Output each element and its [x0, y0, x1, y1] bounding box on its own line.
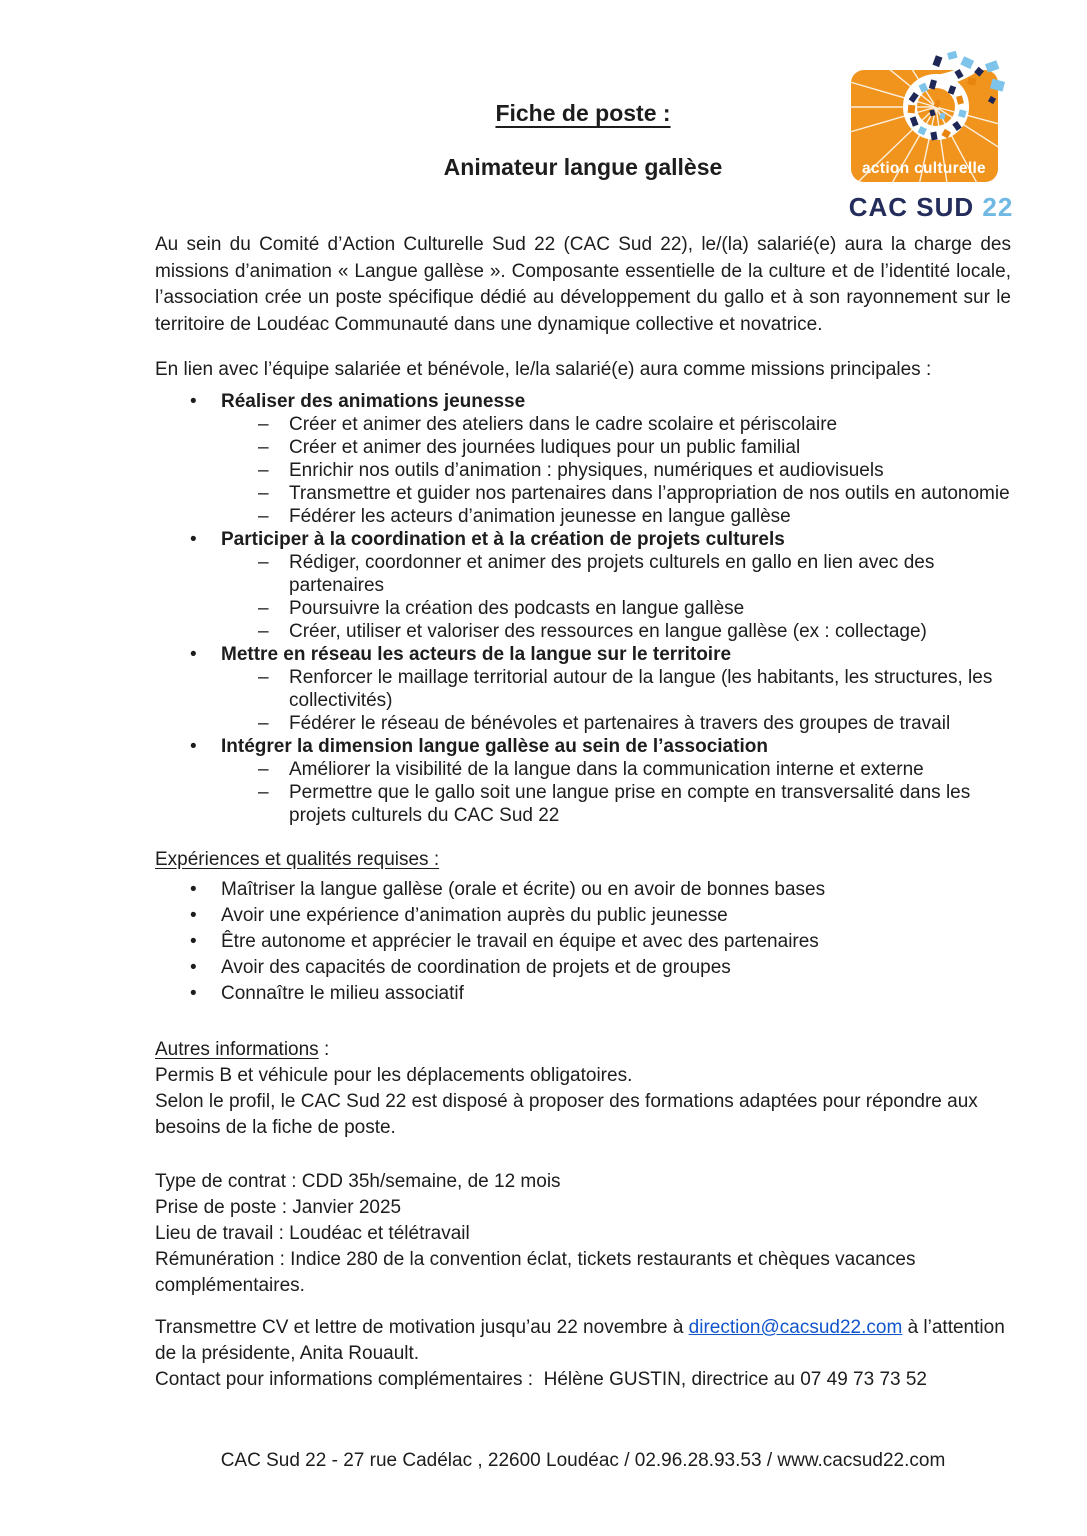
other-info-section: [155, 1037, 1011, 1141]
application-section: [155, 1315, 1011, 1393]
dash-icon: –: [258, 483, 269, 504]
page-subtitle: Animateur langue gallèse: [443, 154, 723, 180]
dash-icon: –: [258, 552, 269, 573]
mission-item: Poursuivre la création des podcasts en langue gallèse: [289, 598, 745, 619]
contract-line: Type de contrat : CDD 35h/semaine, de 12 mois: [155, 1171, 561, 1192]
bullet-icon: •: [190, 983, 197, 1004]
intro-paragraph: Au sein du Comité d’Action Culturelle Sud 22 (CAC Sud 22), le/(la) salarié(e) aura la charge des missions d’animation « Langue gallèse ». Composante essentielle de la culture et de l’identité locale, l’association crée un poste spécifique dédié au développement du gallo et à son rayonnement sur le territoire de Loudéac Communauté dans une dynamique collective et novatrice.: [155, 234, 1011, 335]
qualification-item: Connaître le milieu associatif: [221, 983, 464, 1004]
dash-icon: –: [258, 437, 269, 458]
qualification-row: [155, 981, 1011, 1007]
contract-line: Lieu de travail : Loudéac et télétravail: [155, 1223, 470, 1244]
dash-icon: –: [258, 759, 269, 780]
page-title: Fiche de poste :: [495, 100, 671, 126]
other-info-heading-colon: :: [318, 1039, 330, 1060]
mission-subitems: [155, 413, 1011, 528]
bullet-icon: •: [190, 391, 197, 412]
other-info-line: Selon le profil, le CAC Sud 22 est disposé à proposer des formations adaptées pour répondre aux besoins de la fiche de poste.: [155, 1091, 978, 1138]
qualification-row: [155, 877, 1011, 903]
qualification-item: Maîtriser la langue gallèse (orale et écrite) ou en avoir de bonnes bases: [221, 879, 826, 900]
dash-icon: –: [258, 414, 269, 435]
email-link[interactable]: direction@cacsud22.com: [688, 1317, 903, 1338]
dash-icon: –: [258, 667, 269, 688]
qualification-item: Avoir des capacités de coordination de projets et de groupes: [221, 957, 731, 978]
qualifications-heading-text: Expériences et qualités requises :: [155, 849, 440, 870]
logo-org-number: 22: [982, 192, 1014, 222]
contact-line: Contact pour informations complémentaires : Hélène GUSTIN, directrice au 07 49 73 73 52: [155, 1369, 927, 1390]
dash-icon: –: [258, 713, 269, 734]
mission-subitems: [155, 551, 1011, 643]
mission-item: Rédiger, coordonner et animer des projets culturels en gallo en lien avec des partenaires: [289, 552, 935, 596]
mission-group: [155, 528, 1011, 643]
dash-icon: –: [258, 506, 269, 527]
mission-item: Créer et animer des journées ludiques pour un public familial: [289, 437, 801, 458]
logo-tagline: action culturelle: [862, 160, 986, 177]
qualification-item: Être autonome et apprécier le travail en équipe et avec des partenaires: [221, 931, 819, 952]
bullet-icon: •: [190, 957, 197, 978]
mission-item: Créer, utiliser et valoriser des ressources en langue gallèse (ex : collectage): [289, 621, 927, 642]
contract-section: [155, 1169, 1011, 1299]
mission-item: Fédérer les acteurs d’animation jeunesse en langue gallèse: [289, 506, 791, 527]
mission-item: Renforcer le maillage territorial autour de la langue (les habitants, les structures, les collectivités): [289, 667, 993, 711]
contract-line: Prise de poste : Janvier 2025: [155, 1197, 402, 1218]
qualifications-heading: [155, 847, 1011, 873]
qualification-row: [155, 929, 1011, 955]
logo-org-name-text: CAC SUD: [848, 192, 975, 222]
application-paragraph: [155, 1315, 1011, 1367]
application-outro-text: à l’attention de la présidente, Anita Rouault.: [155, 1317, 1005, 1364]
bullet-icon: •: [190, 644, 197, 665]
qualifications-list: [155, 877, 1011, 1007]
bullet-icon: •: [190, 905, 197, 926]
bullet-icon: •: [190, 931, 197, 952]
qualification-row: [155, 903, 1011, 929]
mission-item: Enrichir nos outils d’animation : physiques, numériques et audiovisuels: [289, 460, 884, 481]
qualification-item: Avoir une expérience d’animation auprès du public jeunesse: [221, 905, 728, 926]
other-info-heading-text: Autres informations: [155, 1039, 319, 1060]
mission-group-title: Mettre en réseau les acteurs de la langue sur le territoire: [221, 644, 732, 665]
dash-icon: –: [258, 621, 269, 642]
dash-icon: –: [258, 782, 269, 803]
bullet-icon: •: [190, 736, 197, 757]
mission-group: [155, 735, 1011, 827]
mission-subitems: [155, 666, 1011, 735]
qualification-row: [155, 955, 1011, 981]
missions-intro: En lien avec l’équipe salariée et bénévole, le/la salarié(e) aura comme missions principales :: [155, 359, 932, 380]
bullet-icon: •: [190, 529, 197, 550]
other-info-heading: [155, 1037, 1011, 1063]
mission-item: Créer et animer des ateliers dans le cadre scolaire et périscolaire: [289, 414, 838, 435]
mission-subitems: [155, 758, 1011, 827]
mission-group-title: Participer à la coordination et à la création de projets culturels: [221, 529, 785, 550]
dash-icon: –: [258, 460, 269, 481]
other-info-line: Permis B et véhicule pour les déplacements obligatoires.: [155, 1065, 633, 1086]
application-intro-text: Transmettre CV et lettre de motivation jusqu’au 22 novembre à: [155, 1317, 689, 1338]
mission-item: Améliorer la visibilité de la langue dans la communication interne et externe: [289, 759, 924, 780]
dash-icon: –: [258, 598, 269, 619]
mission-group-title: Réaliser des animations jeunesse: [221, 391, 526, 412]
page-footer: CAC Sud 22 - 27 rue Cadélac , 22600 Loudéac / 02.96.28.93.53 / www.cacsud22.com: [220, 1450, 946, 1471]
mission-item: Fédérer le réseau de bénévoles et partenaires à travers des groupes de travail: [289, 713, 951, 734]
other-info-lines: [155, 1063, 1011, 1141]
mission-group: [155, 643, 1011, 735]
missions-list: [155, 390, 1011, 827]
mission-group-title: Intégrer la dimension langue gallèse au sein de l’association: [221, 736, 768, 757]
mission-item: Permettre que le gallo soit une langue prise en compte en transversalité dans les projets culturels du CAC Sud 22: [289, 782, 971, 826]
mission-group: [155, 390, 1011, 528]
document-content: [155, 0, 1014, 1536]
bullet-icon: •: [190, 879, 197, 900]
mission-item: Transmettre et guider nos partenaires dans l’appropriation de nos outils en autonomie: [289, 483, 1010, 504]
contract-line: Rémunération : Indice 280 de la convention éclat, tickets restaurants et chèques vacances complémentaires.: [155, 1249, 916, 1296]
